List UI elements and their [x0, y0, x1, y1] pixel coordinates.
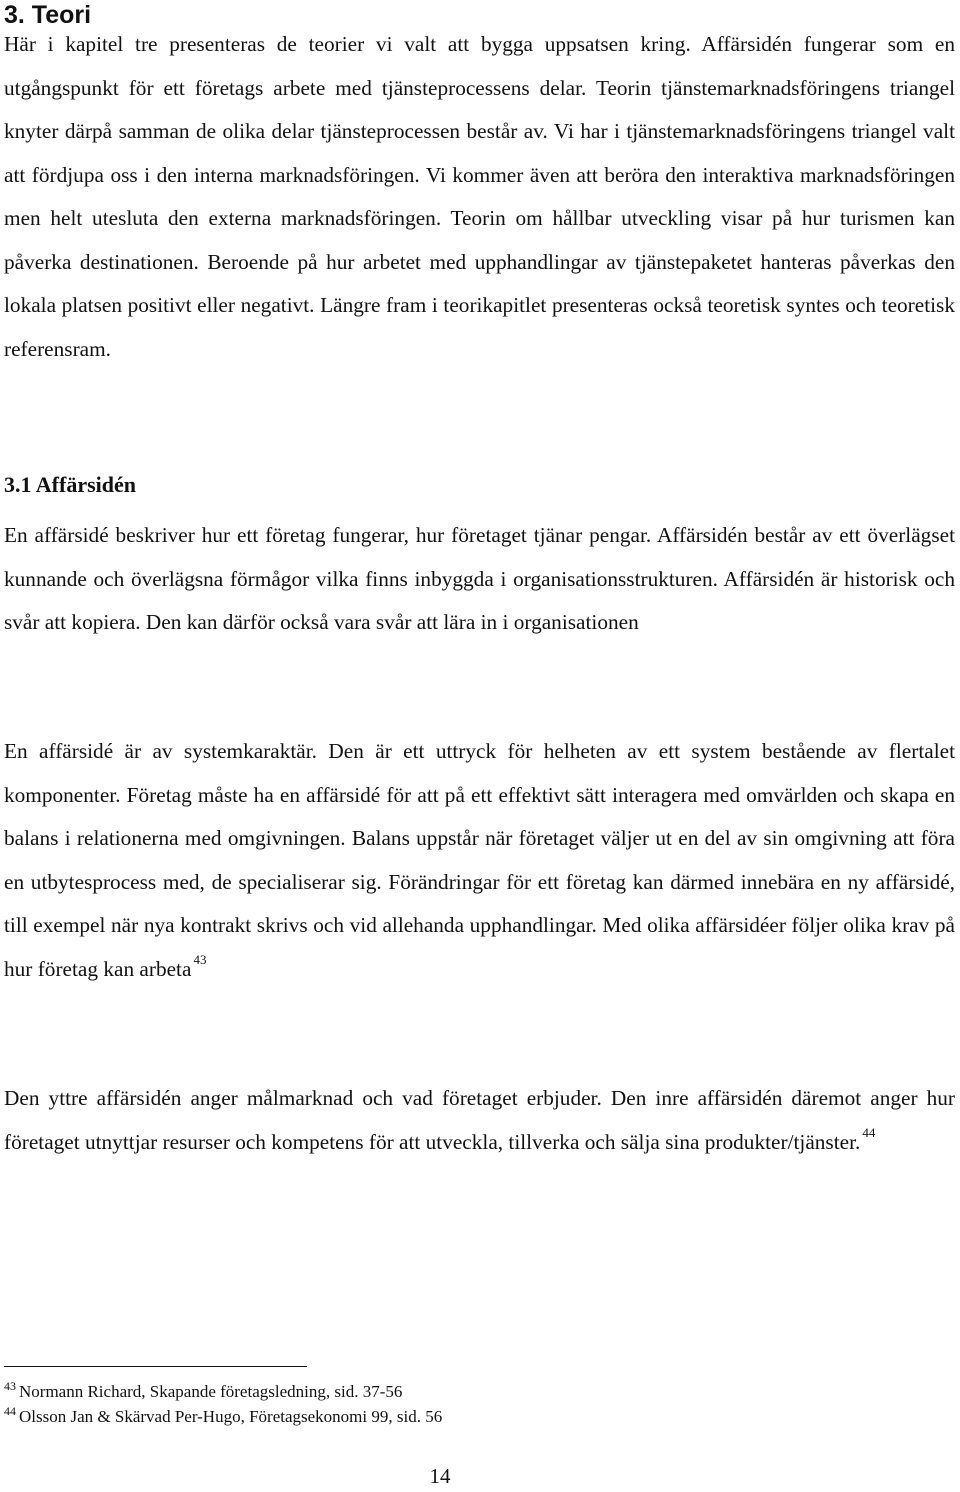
footnote-reference: 43 — [193, 951, 207, 967]
page-number: 14 — [429, 1464, 451, 1488]
chapter-title: 3. Teori — [4, 1, 92, 29]
section-paragraph-2-text: En affärsidé är av systemkaraktär. Den är ett uttryck för helheten av ett system bestående av flertalet komponenter. Företag måste ha en affärsidé för att på ett effektivt sätt interagera med omvärlden och skapa en balans i relationerna med omgivningen. Balans uppstår när företaget väljer ut en del av sin omgivning att föra en utbytesprocess med, de specialiserar sig. Förändringar för ett företag kan därmed innebära en ny affärsidé, till exempel när nya kontrakt skrivs och vid allehanda upphandlingar. Med olika affärsidéer följer olika krav på hur företag kan arbeta — [4, 739, 955, 981]
footnote-item — [4, 1381, 402, 1403]
footnote-number: 43 — [4, 1379, 16, 1393]
section-paragraph-3 — [4, 1077, 955, 1164]
footnote-separator — [4, 1366, 307, 1367]
footnote-reference: 44 — [862, 1124, 876, 1140]
footnote-item — [4, 1406, 442, 1428]
section-paragraph-3-text: Den yttre affärsidén anger målmarknad och vad företaget erbjuder. Den inre affärsidén däremot anger hur företaget utnyttjar resurser och kompetens för att utveckla, tillverka och sälja sina produkter/tjänster. — [4, 1086, 955, 1154]
section-title: 3.1 Affärsidén — [4, 472, 136, 497]
footnote-text: Olsson Jan & Skärvad Per-Hugo, Företagsekonomi 99, sid. 56 — [19, 1407, 443, 1426]
chapter-intro-paragraph: Här i kapitel tre presenteras de teorier vi valt att bygga uppsatsen kring. Affärsidén fungerar som en utgångspunkt för ett företags arbete med tjänsteprocessens delar. Teorin tjänstemarknadsföringens triangel knyter därpå samman de olika delar tjänsteprocessen består av. Vi har i tjänstemarknadsföringens triangel valt att fördjupa oss i den interna marknadsföringen. Vi kommer även att beröra den interaktiva marknadsföringen men helt utesluta den externa marknadsföringen. Teorin om hållbar utveckling visar på hur turismen kan påverka destinationen. Beroende på hur arbetet med upphandlingar av tjänstepaketet hanteras påverkas den lokala platsen positivt eller negativt. Längre fram i teorikapitlet presenteras också teoretisk syntes och teoretisk referensram. — [4, 32, 955, 361]
footnote-text: Normann Richard, Skapande företagsledning, sid. 37-56 — [19, 1382, 403, 1401]
section-paragraph-2 — [4, 730, 955, 991]
section-paragraph-1: En affärsidé beskriver hur ett företag fungerar, hur företaget tjänar pengar. Affärsidén består av ett överlägset kunnande och överlägsna förmågor vilka finns inbyggda i organisationsstrukturen. Affärsidén är historisk och svår att kopiera. Den kan därför också vara svår att lära in i organisationen — [4, 523, 955, 634]
footnote-number: 44 — [4, 1404, 16, 1418]
